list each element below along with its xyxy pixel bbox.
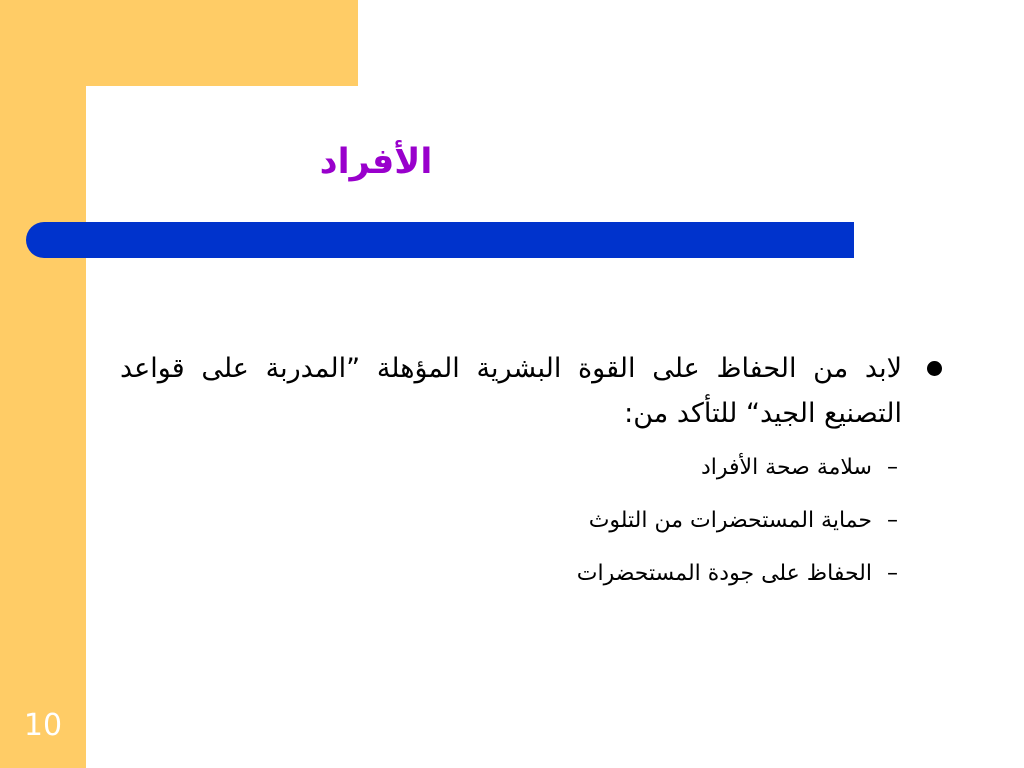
top-decor-band [0,0,358,86]
sub-bullet-text: الحفاظ على جودة المستحضرات [576,561,872,586]
dash-icon: – [887,561,898,586]
dash-icon: – [887,508,898,533]
sub-bullet-text: حماية المستحضرات من التلوث [588,508,872,533]
dash-icon: – [887,455,898,480]
bullet-dot-icon [927,361,942,376]
title-underline-bar [26,222,854,258]
sub-bullet-item [120,446,902,499]
sub-bullet-list [120,446,950,605]
main-bullet-text: لابد من الحفاظ على القوة البشرية المؤهلة ”المدربة على قواعد التصنيع الجيد“ للتأكد من: [120,353,902,429]
sub-bullet-item [120,499,902,552]
sub-bullet-text: سلامة صحة الأفراد [700,455,872,480]
main-bullet [120,346,950,436]
slide-body [120,346,950,605]
page-number: 10 [23,708,63,743]
left-decor-band [0,0,86,768]
sub-bullet-item [120,552,902,605]
slide-title: الأفراد [319,142,433,182]
